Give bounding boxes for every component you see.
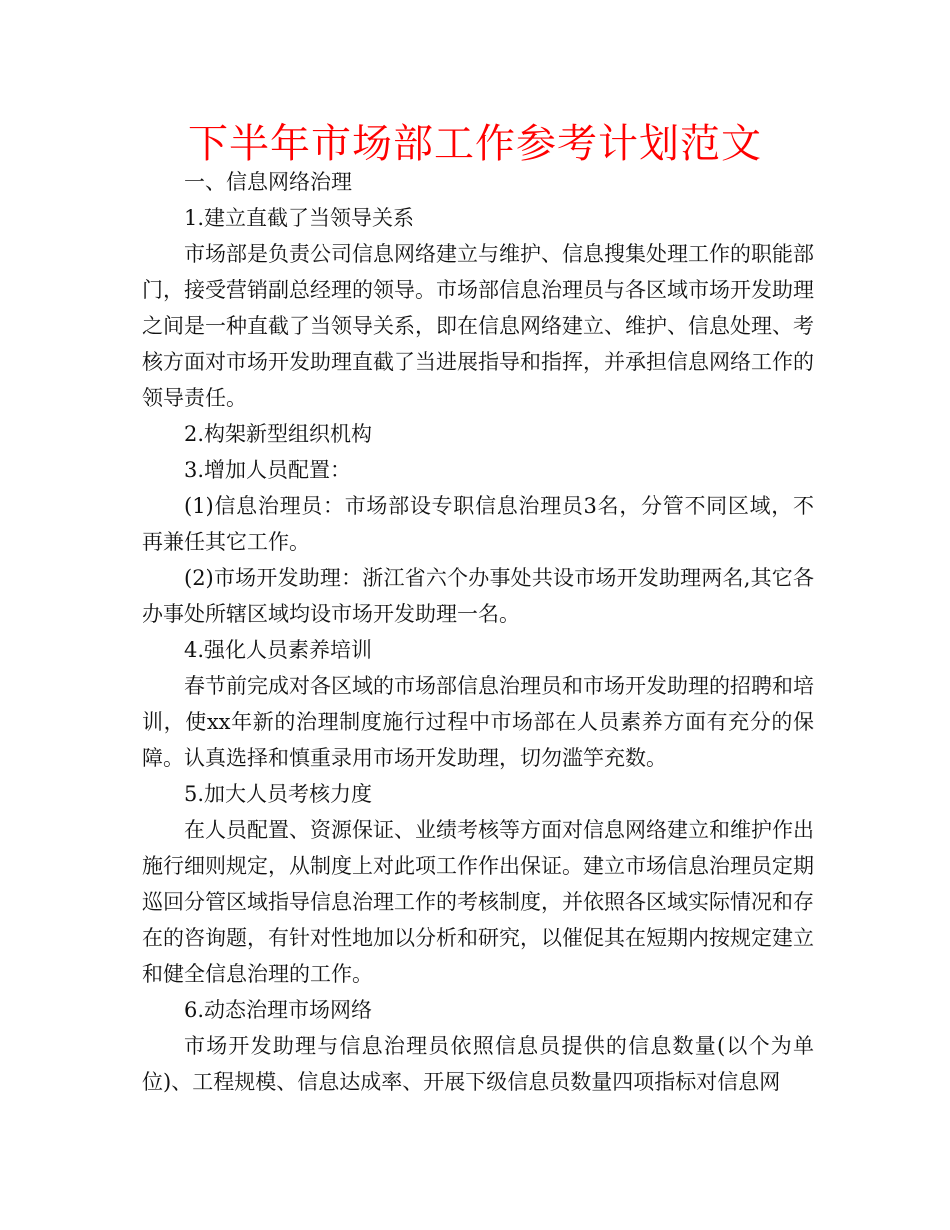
list-paragraph: (1)信息治理员：市场部设专职信息治理员3名，分管不同区域，不再兼任其它工作。 [142,494,814,554]
subsection-heading: 3.增加人员配置： [184,458,352,482]
section-heading: 一、信息网络治理 [184,170,352,194]
list-paragraph: (2)市场开发助理：浙江省六个办事处共设市场开发助理两名,其它各办事处所辖区域均设市场开发助理一名。 [142,566,814,626]
subsection-heading: 6.动态治理市场网络 [184,998,373,1022]
subsection-heading: 5.加大人员考核力度 [184,782,373,806]
body-paragraph: 春节前完成对各区域的市场部信息治理员和市场开发助理的招聘和培训，使xx年新的治理制度施行过程中市场部在人员素养方面有充分的保障。认真选择和慎重录用市场开发助理，切勿滥竽充数。 [142,674,814,770]
body-paragraph: 市场开发助理与信息治理员依照信息员提供的信息数量(以个为单位)、工程规模、信息达成率、开展下级信息员数量四项指标对信息网 [142,1034,814,1094]
document-title: 下半年市场部工作参考计划范文 [188,121,762,167]
subsection-heading: 4.强化人员素养培训 [184,638,373,662]
body-paragraph: 市场部是负责公司信息网络建立与维护、信息搜集处理工作的职能部门，接受营销副总经理的领导。市场部信息治理员与各区域市场开发助理之间是一种直截了当领导关系，即在信息网络建立、维护、信息处理、考核方面对市场开发助理直截了当进展指导和指挥，并承担信息网络工作的领导责任。 [142,242,814,410]
subsection-heading: 1.建立直截了当领导关系 [184,206,415,230]
subsection-heading: 2.构架新型组织机构 [184,422,373,446]
body-paragraph: 在人员配置、资源保证、业绩考核等方面对信息网络建立和维护作出施行细则规定，从制度上对此项工作作出保证。建立市场信息治理员定期巡回分管区域指导信息治理工作的考核制度，并依照各区域实际情况和存在的咨询题，有针对性地加以分析和研究，以催促其在短期内按规定建立和健全信息治理的工作。 [142,818,814,986]
document-body [142,164,814,1100]
